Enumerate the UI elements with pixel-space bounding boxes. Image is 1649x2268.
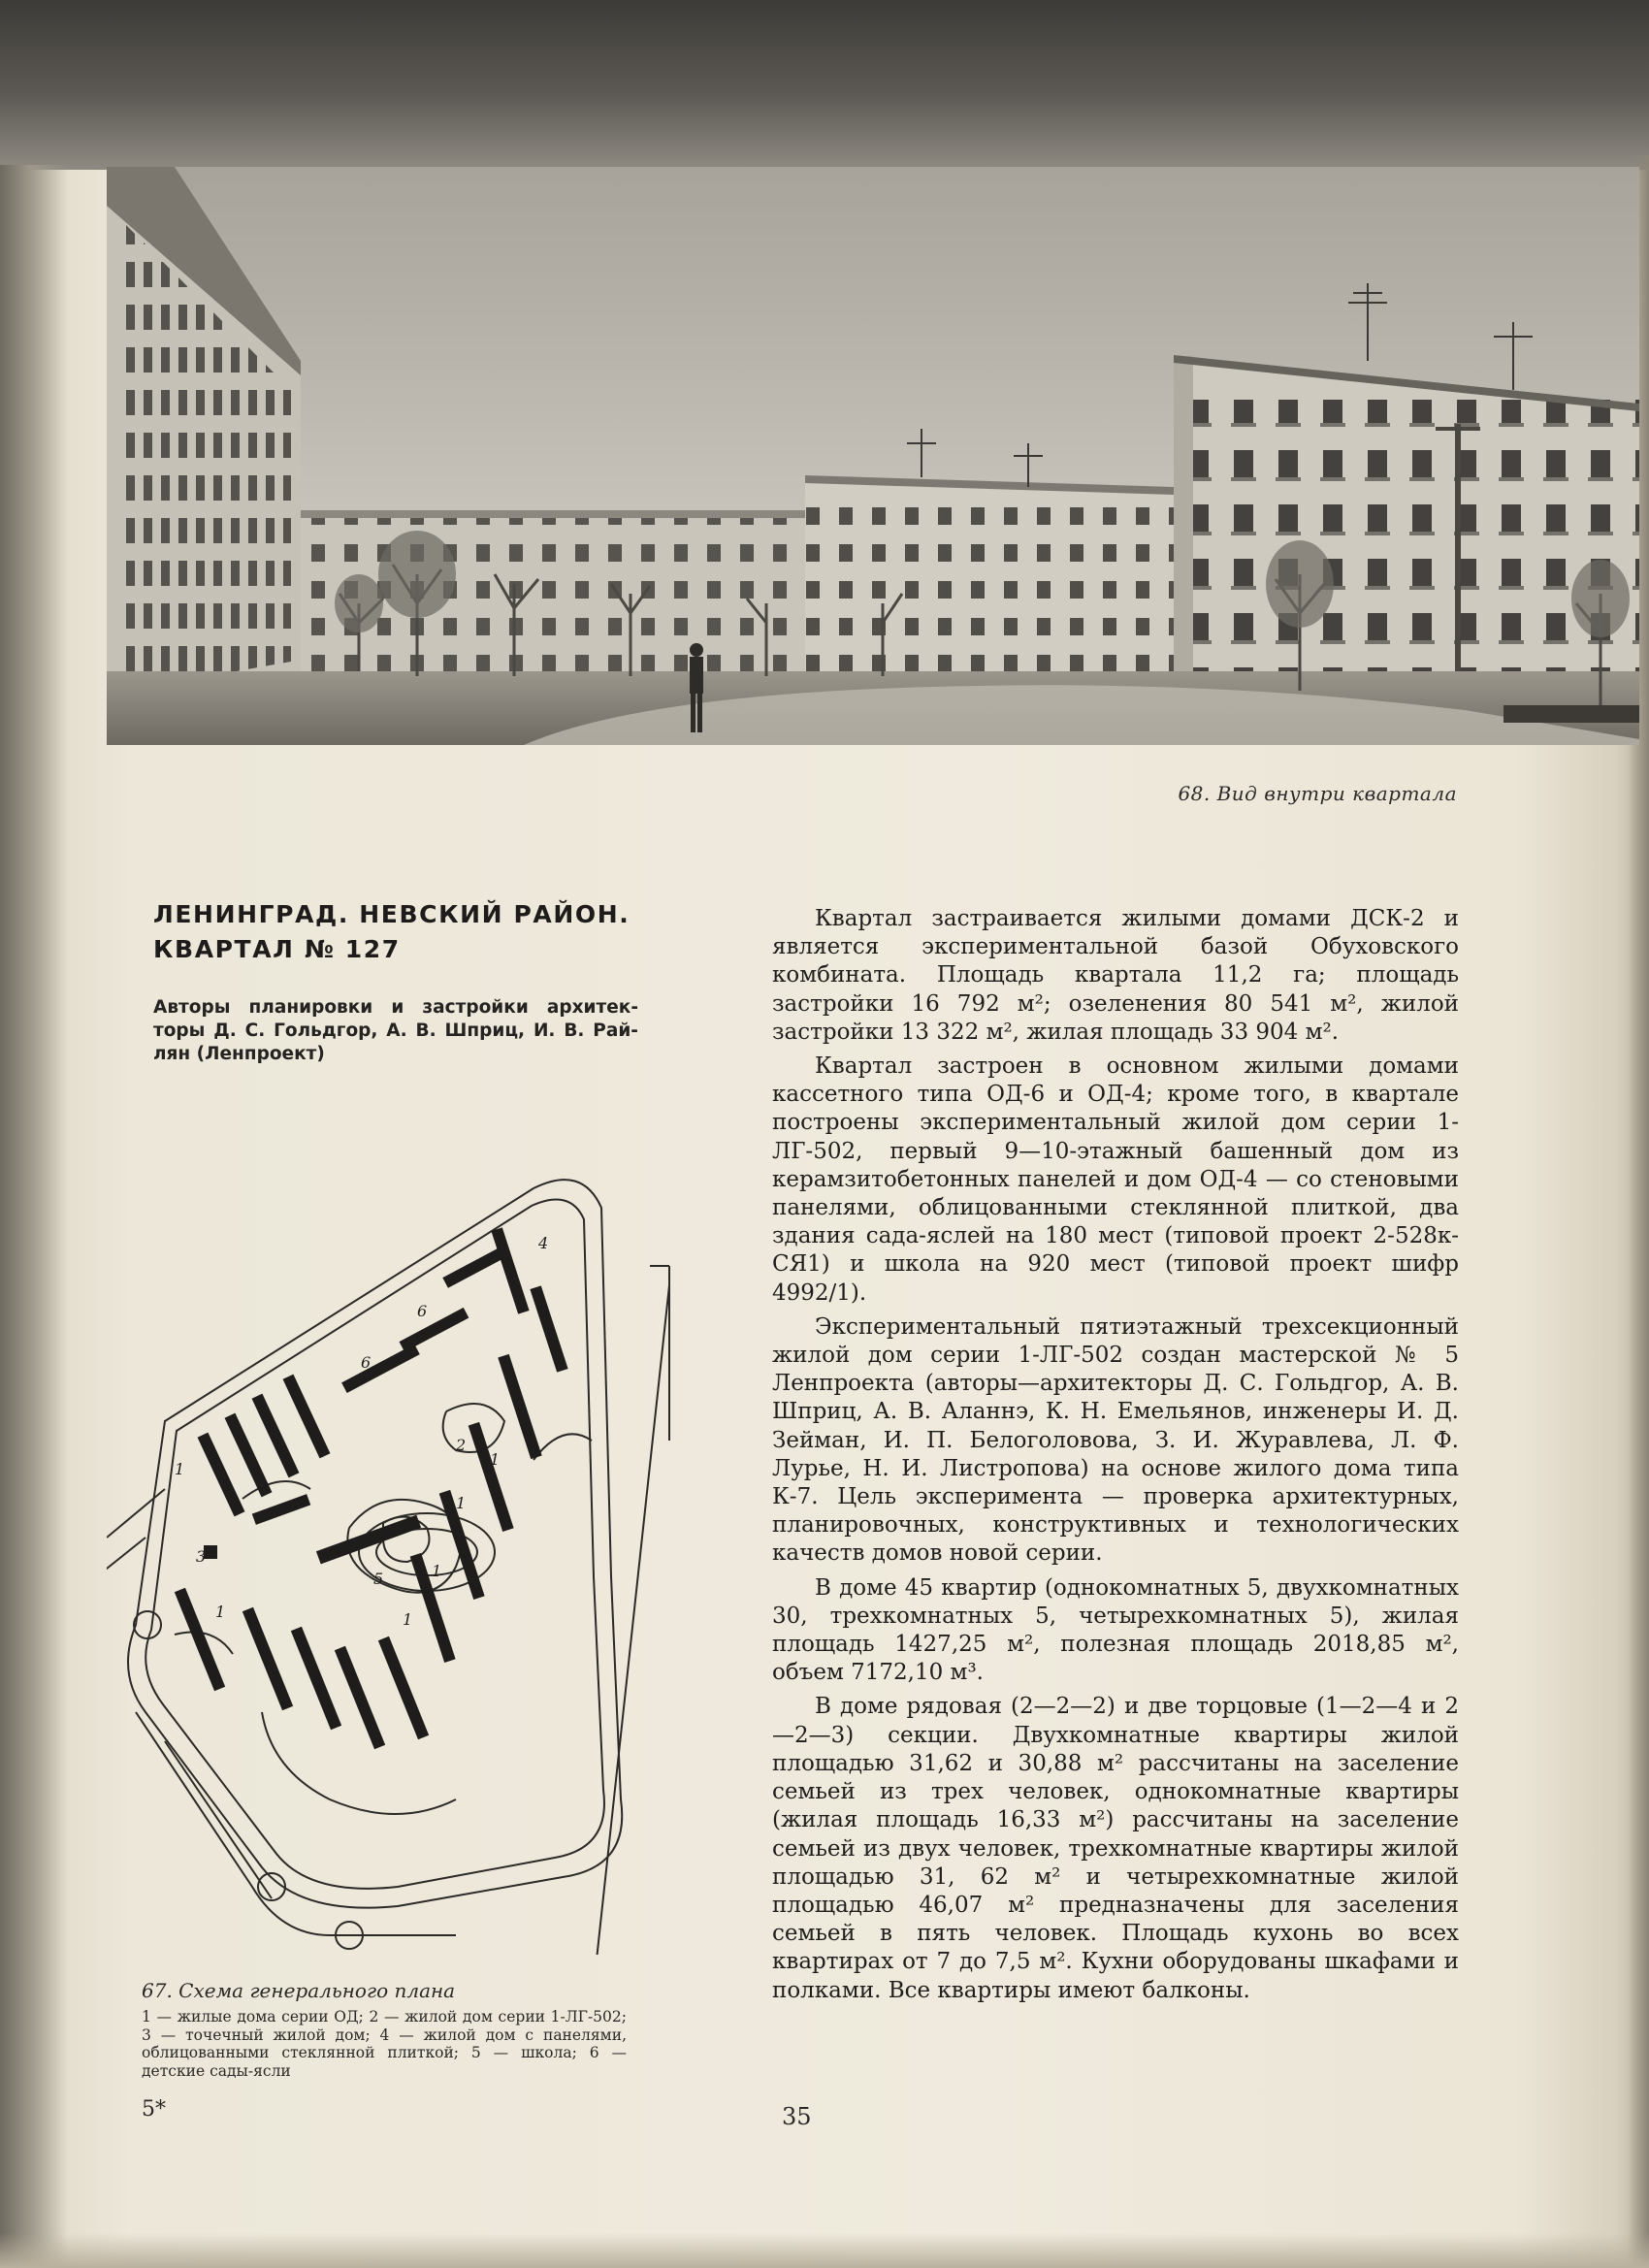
paragraph-4: В доме 45 квартир (однокомнатных 5, двухкомнатных 30, трехкомнатных 5, четырехкомнатных 5), жилая площадь 1427,25 м², полезная площадь 2018,85 м², объем 7172,10 м³. <box>772 1574 1459 1686</box>
plan-label-1e: 1 <box>432 1562 442 1580</box>
paragraph-5: В доме рядовая (2—2—2) и две торцовые (1—2—4 и 2—2—3) секции. Двухкомнатные квартиры жилой площадью 31,62 и 30,88 м² рассчитаны на заселение семьей из трех человек, однокомнатные квартиры (жилая площадь 16,33 м²) рассчитаны на заселение семьей из двух человек, трехкомнатные квартиры жилой площадью 31, 62 м² и четырехкомнатные жилой площадью 46,07 м² предназначены для заселения семьей в пять человек. Площадь кухонь во всех квартирах от 7 до 7,5 м². Кухни оборудованы шкафами и полками. Все квартиры имеют балконы. <box>772 1694 1459 2003</box>
plan-label-1c: 1 <box>490 1450 501 1469</box>
plan-label-4: 4 <box>538 1234 549 1252</box>
plan-label-6b: 6 <box>361 1353 372 1372</box>
page-bottom-shadow <box>0 2233 1649 2268</box>
photo-caption: 68. Вид внутри квартала <box>1178 782 1457 805</box>
plan-label-2: 2 <box>456 1436 467 1454</box>
plan-label-1f: 1 <box>403 1610 413 1629</box>
plan-label-1d: 1 <box>456 1494 467 1512</box>
article-body <box>772 905 1459 2011</box>
authors-credit: Авторы планировки и застройки архитек-торы Д. С. Гольдгор, А. В. Шприц, И. В. Рай-лян (Ленпроект) <box>153 997 638 1064</box>
site-plan <box>107 1169 708 1955</box>
plan-label-5: 5 <box>373 1570 384 1588</box>
photo-inside-block <box>107 167 1639 745</box>
title-line-2: КВАРТАЛ № 127 <box>153 935 401 963</box>
plan-label-3: 3 <box>196 1547 207 1566</box>
paragraph-2: Квартал застроен в основном жилыми домами кассетного типа ОД-6 и ОД-4; кроме того, в квартале построены экспериментальный жилой дом серии 1-ЛГ-502, первый 9—10-этажный башенный дом из керамзитобетонных панелей и дом ОД-4 — со стеновыми панелями, облицованными стеклянной плиткой, два здания сада-яслей на 180 мест (типовой проект 2-528к-СЯ1) и школа на 920 мест (типовой проект шифр 4992/1). <box>772 1053 1459 1306</box>
scan-top-shadow <box>0 0 1649 170</box>
signature-mark: 5* <box>142 2097 166 2122</box>
site-plan-drawing <box>107 1169 708 1955</box>
plan-label-1b: 1 <box>215 1603 226 1621</box>
photo-block-view <box>107 167 1639 745</box>
plan-label-6a: 6 <box>417 1302 428 1320</box>
plan-caption: 67. Схема генерального плана <box>142 1979 456 2002</box>
plan-label-1a: 1 <box>175 1460 185 1478</box>
paragraph-3: Экспериментальный пятиэтажный трехсекционный жилой дом серии 1-ЛГ-502 создан мастерской № 5 Ленпроекта (авторы—архитекторы Д. С. Гольдгор, А. В. Шприц, А. В. Аланнэ, К. Н. Емельянов, инженеры И. Д. Зейман, И. П. Белоголовова, З. И. Журавлева, Л. Ф. Лурье, Н. И. Листропова) на основе жилого дома типа К-7. Цель эксперимента — проверка архитектурных, планировочных, конструктивных и технологических качеств домов новой серии. <box>772 1313 1459 1567</box>
plan-legend: 1 — жилые дома серии ОД; 2 — жилой дом серии 1-ЛГ-502; 3 — точечный жилой дом; 4 — жилой дом с панелями, облицованными стеклянной плиткой; 5 — школа; 6 — детские сады-ясли <box>142 2008 627 2080</box>
title-line-1: ЛЕНИНГРАД. НЕВСКИЙ РАЙОН. <box>153 900 630 928</box>
page-number: 35 <box>782 2103 812 2130</box>
article-title <box>153 897 696 967</box>
book-spine-shadow <box>0 165 68 2268</box>
paragraph-1: Квартал застраивается жилыми домами ДСК-2 и является экспериментальной базой Обуховского комбината. Площадь квартала 11,2 га; площадь застройки 16 792 м²; озеленения 80 541 м², жилой застройки 13 322 м², жилая площадь 33 904 м². <box>772 906 1459 1045</box>
